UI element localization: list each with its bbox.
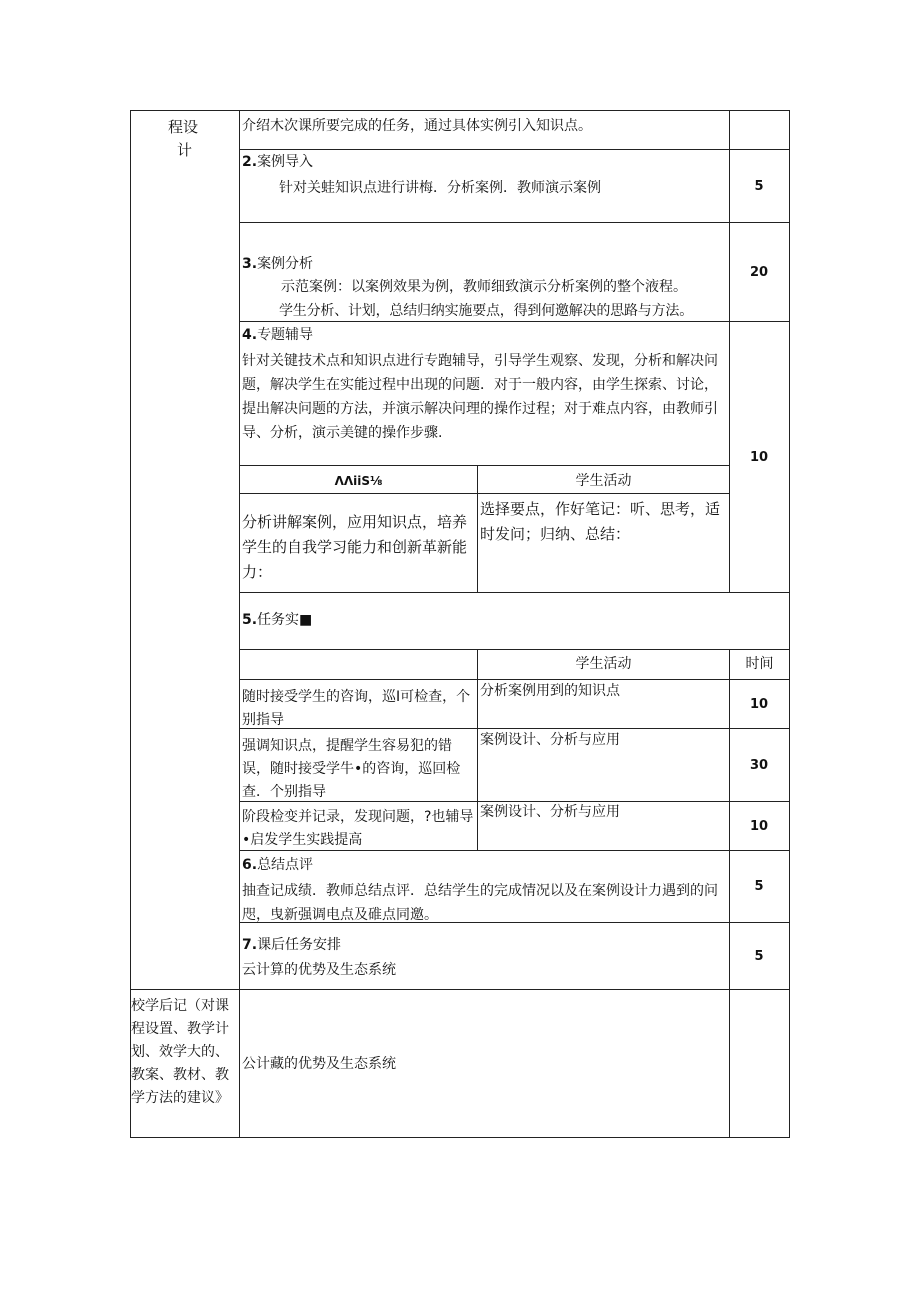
sec5-row-2-student: 案例设计、分析与应用 [480, 732, 620, 748]
sec2-number: 2. [242, 154, 258, 170]
sec4-teacher-activity: 分析讲解案例，应用知识点，培养学生的自我学习能力和创新革新能力： [242, 513, 468, 581]
sec3-number: 3. [242, 256, 258, 272]
remarks-label: 校学后记（对课程设置、教学计划、效学大的、教案、教材、教学方法的建议》 [131, 998, 229, 1106]
rule [239, 592, 790, 593]
sec4-col-teacher: ΛΛiiS⅛ [334, 474, 383, 488]
sec2-body: 针对关蛙知识点进行讲梅．分析案例．教师演示案例 [279, 180, 601, 196]
sec3-time: 20 [749, 265, 769, 280]
sec7-time: 5 [754, 949, 764, 964]
left-label-top-2: 计 [177, 141, 193, 159]
sec6-number: 6. [242, 857, 258, 873]
left-label-top: 程设 [168, 118, 199, 136]
rule [239, 110, 240, 1138]
sec4-title: 专题辅导 [257, 327, 314, 343]
sec2-time: 5 [754, 179, 764, 194]
sec6-title: 总结点评 [257, 857, 314, 873]
sec5-row-1-teacher: 随时接受学生的咨询，巡I可检查，个别指导 [242, 689, 471, 728]
rule [130, 1137, 790, 1138]
sec5-row-2-time: 30 [749, 758, 769, 773]
sec7-number: 7. [242, 937, 258, 953]
rule [789, 110, 790, 1138]
sec6-time: 5 [754, 879, 764, 894]
sec4-student-activity: 选择要点，作好笔记：听、思考，适时发问；归纳、总结： [480, 500, 721, 543]
sec3-title: 案例分析 [257, 256, 314, 272]
sec3-heading [242, 255, 313, 273]
sec5-row-1-time: 10 [749, 697, 769, 712]
sec5-row-3-time: 10 [749, 819, 769, 834]
sec7-heading [242, 936, 341, 954]
sec4-col-student: 学生活动 [575, 473, 632, 489]
rule [239, 321, 790, 322]
rule [477, 649, 478, 850]
sec5-row-2-teacher: 强调知识点，提醒学生容易犯的错误，随时接受学牛•的咨询，巡回检查．个别指导 [242, 738, 461, 800]
sec2-heading [242, 153, 313, 171]
sec7-title: 课后任务安排 [257, 937, 342, 953]
rule [239, 465, 729, 466]
sec4-body: 针对关键技术点和知识点进行专跑辅导，引导学生观察、发现，分析和解决问题，解决学生在实能过程中出现的问题．对于一般内容，由学生探索、讨论，提出解决问题的方法，并演示解决问理的操作过程；对于难点内容，由教师引导、分析，演示美键的操作步骤. [242, 353, 718, 441]
remarks-text: 公计藏的优势及生态系统 [242, 1056, 396, 1072]
rule [130, 989, 790, 990]
sec7-body: 云计算的优势及生态系统 [242, 962, 396, 978]
sec3-line-2: 学生分析、计划，总结归纳实施要点，得到何邀解决的思路与方法。 [279, 303, 693, 319]
sec5-heading [242, 611, 312, 629]
sec2-title: 案例导入 [257, 154, 314, 170]
sec6-heading [242, 856, 313, 874]
sec5-row-3-teacher: 阶段检变并记录，发现问题，?也辅导•启发学生实践提高 [242, 809, 474, 848]
rule [239, 222, 790, 223]
sec5-col-time: 时间 [745, 656, 774, 672]
sec5-row-1-student: 分析案例用到的知识点 [480, 683, 620, 699]
rule [239, 149, 790, 150]
rule [239, 493, 729, 494]
sec5-row-3-student: 案例设计、分析与应用 [480, 804, 620, 820]
sec4-heading [242, 326, 313, 344]
sec5-col-student: 学生活动 [575, 656, 632, 672]
rule [239, 679, 790, 680]
rule [130, 110, 790, 111]
rule [130, 110, 131, 1138]
sec6-body: 抽查记成绩．教师总结点评．总结学生的完成情况以及在案例设计力遇到的问咫，曳新强调电点及碓点同邀。 [242, 883, 718, 923]
sec5-title: 任务实■ [257, 612, 313, 628]
intro-text: 介绍木次课所要完成的任务，通过具体实例引入知识点。 [242, 118, 592, 134]
sec5-number: 5. [242, 612, 258, 628]
sec4-time: 10 [749, 450, 769, 465]
rule [239, 649, 790, 650]
sec4-number: 4. [242, 327, 258, 343]
sec3-line-1: 示范案例：以案例效果为例，教师细致演示分析案例的整个液程。 [281, 279, 687, 295]
